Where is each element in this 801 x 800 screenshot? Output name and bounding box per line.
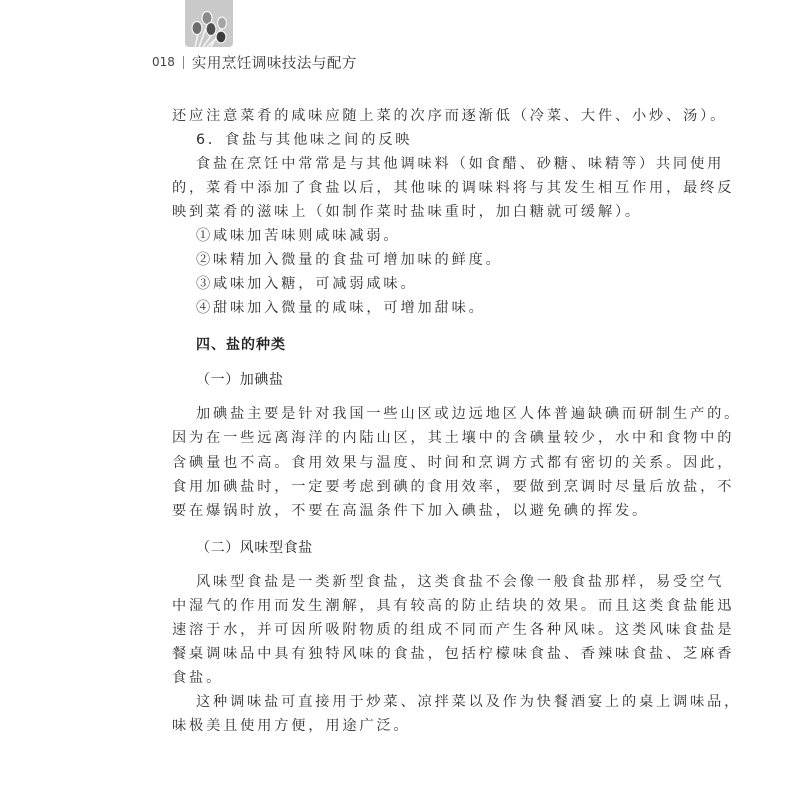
- body-text-line: ②味精加入微量的食盐可增加味的鲜度。: [196, 252, 503, 268]
- body-text-line: 的，菜肴中添加了食盐以后，其他味的调味料将与其发生相互作用，最终反: [172, 180, 735, 196]
- subsection-heading: （二）风味型食盐: [196, 540, 313, 556]
- body-text-line: 还应注意菜肴的咸味应随上菜的次序而逐渐低（冷菜、大件、小炒、汤）。: [172, 108, 728, 124]
- body-text-line: 食盐在烹饪中常常是与其他调味料（如食醋、砂糖、味精等）共同使用: [196, 156, 725, 172]
- body-text-line: 因为在一些远离海洋的内陆山区，其土壤中的含碘量较少，水中和食物中的: [172, 430, 735, 446]
- header-divider: [183, 56, 184, 69]
- body-text-line: 风味型食盐是一类新型食盐，这类食盐不会像一般食盐那样，易受空气: [196, 574, 725, 590]
- page-number: 018: [152, 55, 175, 69]
- body-text-line: ③咸味加入糖，可减弱咸味。: [196, 276, 418, 292]
- section-heading: 四、盐的种类: [196, 337, 286, 353]
- body-text-line: ①咸味加苦味则咸味减弱。: [196, 228, 401, 244]
- body-text-line: 餐桌调味品中具有独特风味的食盐，包括柠檬味食盐、香辣味食盐、芝麻香: [172, 646, 735, 662]
- body-text-line: 中湿气的作用而发生潮解，具有较高的防止结块的效果。而且这类食盐能迅: [172, 598, 735, 614]
- body-text-line: 味极美且使用方便，用途广泛。: [172, 718, 411, 734]
- numbered-heading: 6．食盐与其他味之间的反映: [196, 132, 413, 148]
- body-text-line: 食用加碘盐时，一定要考虑到碘的食用效率，要做到烹调时尽量后放盐，不: [172, 479, 735, 495]
- spoons-with-spices-icon: [185, 0, 233, 47]
- body-text-line: 这种调味盐可直接用于炒菜、凉拌菜以及作为快餐酒宴上的桌上调味品，: [196, 694, 742, 710]
- body-text-line: 食盐。: [172, 670, 224, 686]
- body-text-line: 速溶于水，并可因所吸附物质的组成不同而产生各种风味。这类风味食盐是: [172, 622, 735, 638]
- body-text-line: 含碘量也不高。食用效果与温度、时间和烹调方式都有密切的关系。因此，: [172, 455, 735, 471]
- body-text-line: 映到菜肴的滋味上（如制作菜时盐味重时，加白糖就可缓解）。: [172, 204, 642, 220]
- body-text-line: 加碘盐主要是针对我国一些山区或边远地区人体普遍缺碘而研制生产的。: [196, 406, 742, 422]
- book-title: 实用烹饪调味技法与配方: [191, 55, 357, 72]
- body-text-line: 要在爆锅时放，不要在高温条件下加入碘盐，以避免碘的挥发。: [172, 503, 650, 519]
- running-header: [152, 52, 357, 72]
- body-text-line: ④甜味加入微量的咸味，可增加甜味。: [196, 300, 486, 316]
- subsection-heading: （一）加碘盐: [196, 372, 284, 388]
